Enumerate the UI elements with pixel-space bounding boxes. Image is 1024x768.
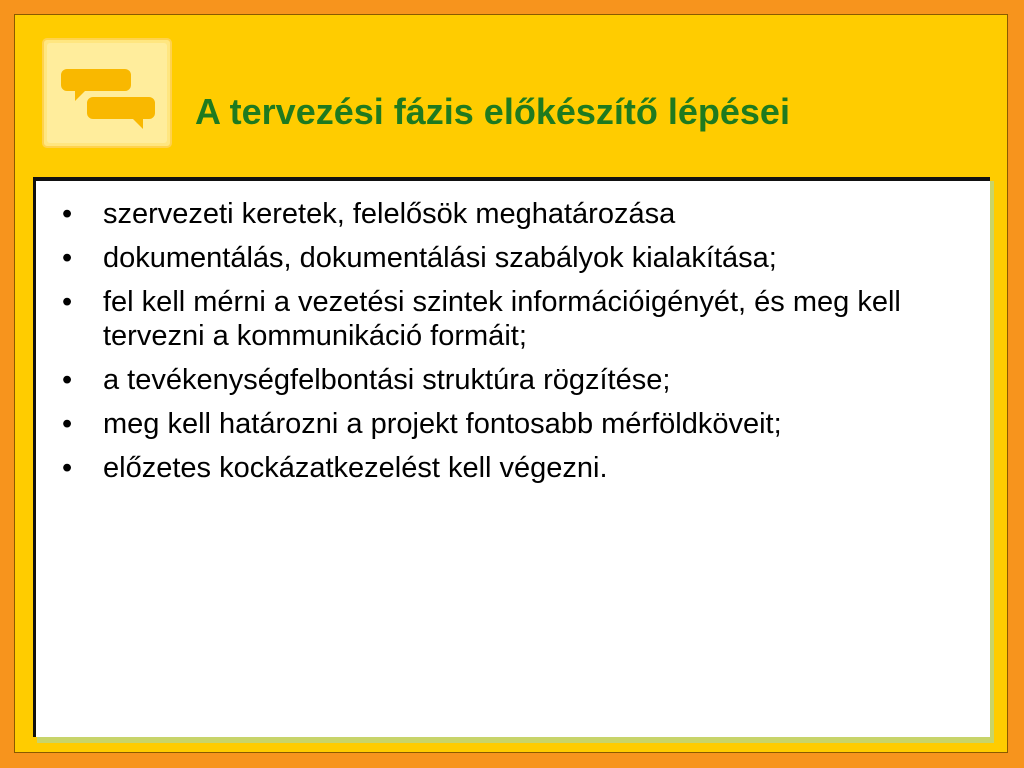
bullet-item: • meg kell határozni a projekt fontosabb mérföldköveit;: [58, 407, 958, 441]
bullet-item: • dokumentálás, dokumentálási szabályok kialakítása;: [58, 241, 958, 275]
bullet-item: • fel kell mérni a vezetési szintek információigényét, és meg kell tervezni a kommunikáció formáit;: [58, 285, 958, 353]
bullet-list: [58, 197, 958, 495]
slide-title: A tervezési fázis előkészítő lépései: [195, 91, 790, 132]
slide-background: [14, 14, 1008, 753]
bullet-item: • előzetes kockázatkezelést kell végezni.: [58, 451, 958, 485]
content-box: [33, 177, 990, 737]
bullet-item: • szervezeti keretek, felelősök meghatározása: [58, 197, 958, 231]
bullet-item: • a tevékenységfelbontási struktúra rögzítése;: [58, 363, 958, 397]
speech-bubbles-icon: [37, 35, 177, 155]
